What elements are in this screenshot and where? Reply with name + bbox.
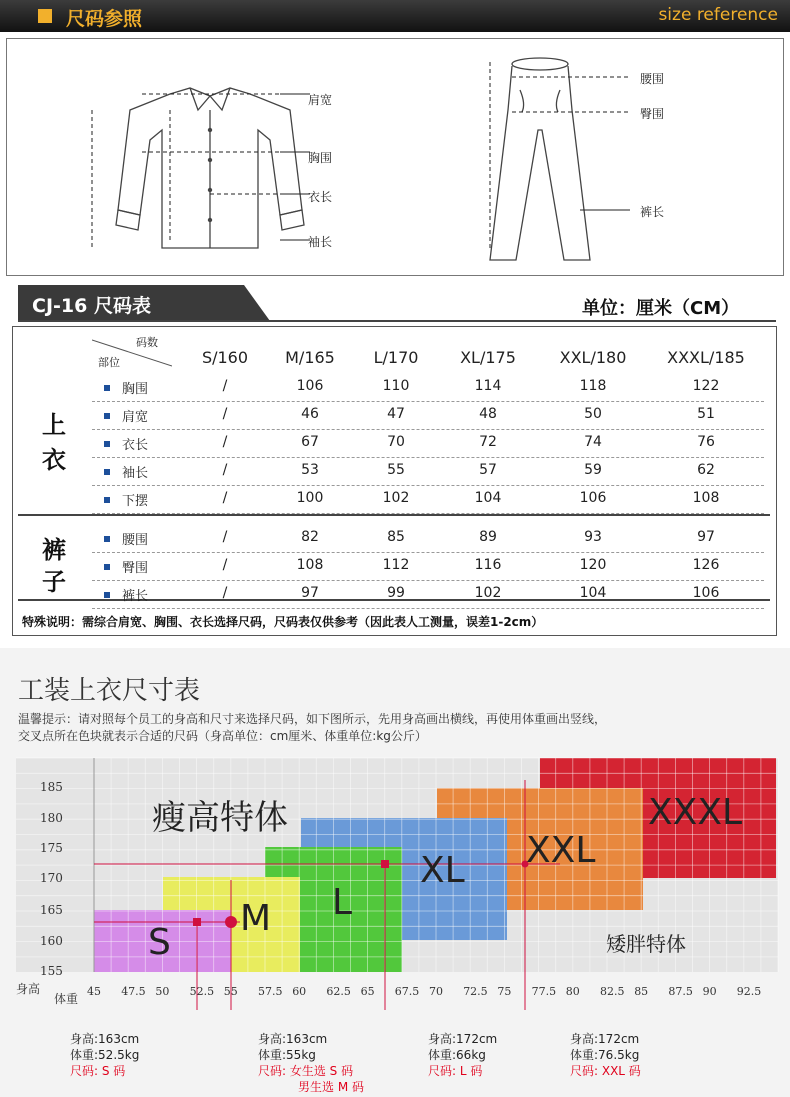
example-1-result: 尺码: S 码 (70, 1064, 126, 1078)
weight-tick: 52.5 (189, 985, 215, 998)
table-cell: 116 (474, 557, 502, 573)
example-2-result2: 男生选 M 码 (298, 1080, 364, 1094)
weight-tick: 92.5 (736, 985, 762, 998)
height-tick-185: 185 (40, 780, 63, 794)
group-pants-char1: 裤 (42, 535, 66, 564)
table-cell: 46 (301, 406, 319, 422)
example-4-weight: 体重:76.5kg (570, 1048, 640, 1062)
row-bullet-icon (104, 536, 110, 542)
table-cell: 106 (579, 490, 607, 506)
row-bullet-icon (104, 564, 110, 570)
table-cell: / (222, 585, 228, 601)
row-label: 裤长 (122, 589, 149, 604)
height-tick-170: 170 (40, 871, 63, 885)
weight-tick: 45 (87, 985, 101, 998)
size-label-xxxl: XXXL (648, 792, 743, 833)
table-cell: / (222, 406, 228, 422)
table-cell: 50 (584, 406, 602, 422)
example-2-weight: 体重:55kg (258, 1048, 316, 1062)
row-divider (92, 485, 764, 486)
table-cell: 70 (387, 434, 405, 450)
weight-tick: 80 (565, 985, 580, 998)
row-divider (92, 608, 764, 609)
row-bullet-icon (104, 441, 110, 447)
label-waist: 腰围 (640, 72, 665, 86)
header-square-icon (38, 9, 52, 23)
weight-tick: 60 (292, 985, 307, 998)
size-label-m: M (240, 898, 272, 939)
height-tick-180: 180 (40, 811, 63, 825)
table-cell: 53 (301, 462, 319, 478)
label-hip: 臀围 (640, 107, 665, 121)
weight-tick: 57.5 (258, 985, 283, 998)
weight-tick: 85 (634, 985, 649, 998)
table-cell: / (222, 557, 228, 573)
table-cell: 122 (692, 378, 720, 394)
height-tick-175: 175 (40, 841, 63, 855)
table-cell: 99 (387, 585, 405, 601)
size-header-m: M/165 (285, 348, 335, 367)
guide-title: 工装上衣尺寸表 (18, 676, 201, 706)
table-cell: 74 (584, 434, 602, 450)
row-bullet-icon (104, 469, 110, 475)
weight-tick: 82.5 (600, 985, 625, 998)
corner-bottom: 部位 (98, 356, 120, 369)
example-4-height: 身高:172cm (570, 1032, 640, 1046)
table-note: 特殊说明：需综合肩宽、胸围、衣长选择尺码，尺码表仅供参考（因此表人工测量，误差1-2cm） (22, 615, 544, 629)
group-top-char2: 衣 (42, 445, 66, 474)
example-4 (570, 1031, 641, 1079)
row-label: 下摆 (122, 494, 149, 509)
example-3-weight: 体重:66kg (428, 1048, 486, 1062)
table-cell: / (222, 434, 228, 450)
table-cell: 106 (692, 585, 720, 601)
example-1 (70, 1031, 139, 1079)
example-2-height: 身高:163cm (258, 1032, 328, 1046)
x-axis-label: 体重 (54, 992, 79, 1006)
row-divider (92, 580, 764, 581)
header-english: size reference (658, 5, 778, 25)
height-tick-160: 160 (40, 934, 63, 948)
table-cell: 97 (697, 529, 715, 545)
label-pants-length: 裤长 (640, 205, 665, 219)
table-cell: 102 (474, 585, 502, 601)
row-divider (92, 513, 764, 514)
weight-tick: 62.5 (326, 985, 351, 998)
table-cell: 67 (301, 434, 319, 450)
zone-stout-label: 矮胖特体 (606, 932, 686, 956)
table-title: CJ-16 尺码表 (32, 295, 151, 317)
table-cell: 72 (479, 434, 497, 450)
shirt-diagram (80, 70, 340, 260)
table-cell: 82 (301, 529, 319, 545)
row-divider (92, 429, 764, 430)
label-length: 衣长 (308, 190, 333, 204)
group-divider (18, 514, 770, 516)
example-3-height: 身高:172cm (428, 1032, 498, 1046)
table-cell: 93 (584, 529, 602, 545)
table-cell: 48 (479, 406, 497, 422)
table-cell: 108 (692, 490, 720, 506)
row-label: 衣长 (122, 438, 149, 453)
weight-tick: 67.5 (394, 985, 420, 998)
row-divider (92, 457, 764, 458)
weight-tick: 77.5 (531, 985, 557, 998)
table-cell: 106 (296, 378, 324, 394)
row-label: 肩宽 (122, 410, 149, 425)
table-cell: / (222, 529, 228, 545)
table-cell: 110 (382, 378, 410, 394)
table-cell: / (222, 490, 228, 506)
example-2-result: 尺码: 女生选 S 码 (258, 1064, 354, 1078)
header-title: 尺码参照 (66, 8, 143, 30)
weight-tick: 65 (360, 985, 375, 998)
example-2 (258, 1031, 364, 1095)
example-1-height: 身高:163cm (70, 1032, 140, 1046)
weight-tick: 47.5 (121, 985, 146, 998)
guide-tip-line2: 交叉点所在色块就表示合适的尺码（身高单位：cm厘米、体重单位:kg公斤） (18, 729, 427, 743)
table-cell: 85 (387, 529, 405, 545)
guide-tip-line1: 温馨提示：请对照每个员工的身高和尺寸来选择尺码，如下图所示，先用身高画出横线，再使用体重画出竖线， (18, 712, 607, 726)
weight-tick: 90 (702, 985, 717, 998)
size-header-xxl: XXL/180 (559, 348, 627, 367)
table-cell: 112 (382, 557, 410, 573)
intersection-l (381, 860, 389, 868)
example-4-result: 尺码: XXL 码 (570, 1064, 641, 1078)
title-underline (18, 320, 776, 322)
row-divider (92, 401, 764, 402)
table-cell: 120 (579, 557, 607, 573)
table-cell: 47 (387, 406, 405, 422)
example-3 (428, 1031, 497, 1079)
weight-tick: 50 (155, 985, 170, 998)
header-bar (0, 0, 790, 32)
size-header-xl: XL/175 (460, 348, 516, 367)
corner-divider (92, 334, 172, 368)
row-bullet-icon (104, 413, 110, 419)
pants-diagram (470, 50, 650, 265)
table-cell: 114 (474, 378, 502, 394)
table-cell: 104 (474, 490, 502, 506)
zone-thin-label: 瘦高特体 (152, 798, 288, 838)
row-label: 胸围 (122, 382, 149, 397)
weight-tick: 87.5 (668, 985, 693, 998)
intersection-s (193, 918, 201, 926)
table-cell: 57 (479, 462, 497, 478)
label-sleeve: 袖长 (308, 235, 333, 249)
example-3-result: 尺码: L 码 (428, 1064, 483, 1078)
height-tick-165: 165 (40, 903, 63, 917)
table-cell: 104 (579, 585, 607, 601)
table-cell: 97 (301, 585, 319, 601)
size-label-l: L (332, 882, 353, 923)
row-bullet-icon (104, 592, 110, 598)
table-cell: 59 (584, 462, 602, 478)
table-cell: 108 (296, 557, 324, 573)
intersection-m (225, 916, 237, 928)
table-unit: 单位：厘米（CM） (582, 298, 740, 319)
y-axis-label: 身高 (16, 982, 41, 996)
size-header-s: S/160 (201, 348, 249, 367)
table-cell: 102 (382, 490, 410, 506)
weight-tick: 72.5 (463, 985, 488, 998)
row-divider (92, 552, 764, 553)
size-grid (0, 740, 790, 1010)
corner-top: 码数 (136, 336, 158, 349)
size-label-xxl: XXL (526, 830, 596, 871)
weight-tick: 75 (497, 985, 512, 998)
row-label: 臀围 (122, 561, 149, 576)
weight-tick: 55 (223, 985, 238, 998)
row-label: 腰围 (122, 533, 149, 548)
table-cell: 100 (296, 490, 324, 506)
group-top-char1: 上 (42, 410, 66, 439)
row-bullet-icon (104, 385, 110, 391)
table-cell: 55 (387, 462, 405, 478)
table-cell: / (222, 378, 228, 394)
group-pants-char2: 子 (42, 567, 66, 596)
table-cell: 76 (697, 434, 715, 450)
table-cell: / (222, 462, 228, 478)
table-cell: 118 (579, 378, 607, 394)
table-cell: 89 (479, 529, 497, 545)
size-label-xl: XL (420, 850, 465, 891)
height-tick-155: 155 (40, 964, 63, 978)
row-bullet-icon (104, 497, 110, 503)
table-cell: 126 (692, 557, 720, 573)
label-chest: 胸围 (308, 151, 333, 165)
table-cell: 62 (697, 462, 715, 478)
example-1-weight: 体重:52.5kg (70, 1048, 140, 1062)
label-shoulder: 肩宽 (308, 93, 333, 107)
row-label: 袖长 (122, 466, 149, 481)
table-cell: 51 (697, 406, 715, 422)
weight-tick: 70 (429, 985, 443, 998)
size-header-l: L/170 (373, 348, 419, 367)
size-label-s: S (148, 922, 171, 963)
size-header-xxxl: XXXL/185 (667, 348, 745, 367)
